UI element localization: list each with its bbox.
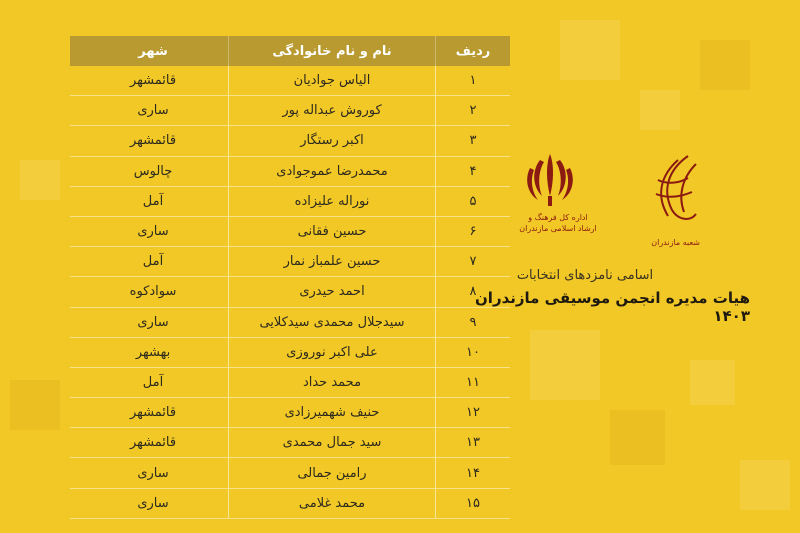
row-index: ۳ (469, 133, 477, 149)
background-square (690, 360, 735, 405)
row-city: قائمشهر (129, 435, 177, 451)
background-square (530, 330, 600, 400)
row-city: ساری (137, 224, 169, 240)
row-city: قائمشهر (129, 133, 177, 149)
title-line-2: هیات مدیره انجمن موسیقی مازندران ۱۴۰۳ (475, 289, 750, 325)
background-square (740, 460, 790, 510)
row-index: ۲ (469, 103, 477, 119)
row-city: آمل (142, 374, 164, 390)
row-index: ۱۵ (466, 495, 480, 511)
row-name: حسین فقانی (228, 217, 436, 246)
row-index: ۱۳ (466, 435, 480, 451)
header-city: شهر (138, 43, 168, 59)
row-city: چالوس (133, 163, 173, 179)
row-name: محمد غلامی (228, 489, 436, 518)
row-name: حنیف شهمیرزادی (228, 398, 436, 427)
row-name: سیدجلال محمدی سیدکلایی (228, 308, 436, 337)
row-name: محمد حداد (228, 368, 436, 397)
row-city: آمل (142, 254, 164, 270)
table-row (70, 247, 510, 277)
row-index: ۱۴ (466, 465, 480, 481)
title-block (450, 268, 750, 325)
table-row (70, 187, 510, 217)
row-city: ساری (137, 495, 169, 511)
background-square (700, 40, 750, 90)
row-index: ۸ (469, 284, 477, 300)
row-name: رامین جمالی (228, 458, 436, 487)
row-index: ۹ (469, 314, 477, 330)
row-index: ۱۰ (466, 344, 480, 360)
row-index: ۵ (469, 193, 477, 209)
background-square (20, 160, 60, 200)
emblem-caption: اداره کل فرهنگ و ارشاد اسلامی مازندران (519, 213, 597, 233)
table-row (70, 428, 510, 458)
row-name: سید جمال محمدی (228, 428, 436, 457)
background-square (610, 410, 665, 465)
iran-emblem-icon (522, 150, 578, 210)
title-line-1: اسامی نامزدهای انتخابات (516, 268, 654, 283)
table-row (70, 308, 510, 338)
table-row (70, 368, 510, 398)
background-square (10, 380, 60, 430)
row-name: محمدرضا عموجوادی (228, 157, 436, 186)
row-index: ۴ (469, 163, 477, 179)
row-city: ساری (137, 465, 169, 481)
row-name: کوروش عبداله پور (228, 96, 436, 125)
table-header (70, 36, 510, 66)
music-association-logo-icon (638, 150, 708, 230)
table-row (70, 126, 510, 156)
row-name: علی اکبر نوروزی (228, 338, 436, 367)
table-row (70, 96, 510, 126)
table-row (70, 489, 510, 519)
row-name: حسین علمباز نمار (228, 247, 436, 276)
row-city: آمل (142, 193, 164, 209)
row-index: ۱۱ (466, 374, 480, 390)
background-square (640, 90, 680, 130)
candidates-table (70, 36, 510, 519)
row-city: قائمشهر (129, 73, 177, 89)
table-row (70, 398, 510, 428)
music-caption: شعبه مازندران (651, 238, 700, 247)
row-name: احمد حیدری (228, 277, 436, 306)
table-row (70, 277, 510, 307)
table-row (70, 217, 510, 247)
logo-area (518, 150, 708, 260)
row-name: اکبر رستگار (228, 126, 436, 155)
table-row (70, 157, 510, 187)
table-row (70, 458, 510, 488)
row-city: بهشهر (135, 344, 171, 360)
row-index: ۷ (469, 254, 477, 270)
row-name: نوراله علیزاده (228, 187, 436, 216)
row-index: ۱۲ (466, 405, 480, 421)
row-index: ۱ (469, 73, 477, 89)
row-index: ۶ (469, 224, 477, 240)
row-city: سوادکوه (129, 284, 177, 300)
row-city: قائمشهر (129, 405, 177, 421)
header-name: نام و نام خانوادگی (228, 36, 436, 66)
background-square (560, 20, 620, 80)
row-city: ساری (137, 314, 169, 330)
table-row (70, 66, 510, 96)
row-name: الیاس جوادیان (228, 66, 436, 95)
header-index: ردیف (455, 43, 491, 59)
table-row (70, 338, 510, 368)
row-city: ساری (137, 103, 169, 119)
